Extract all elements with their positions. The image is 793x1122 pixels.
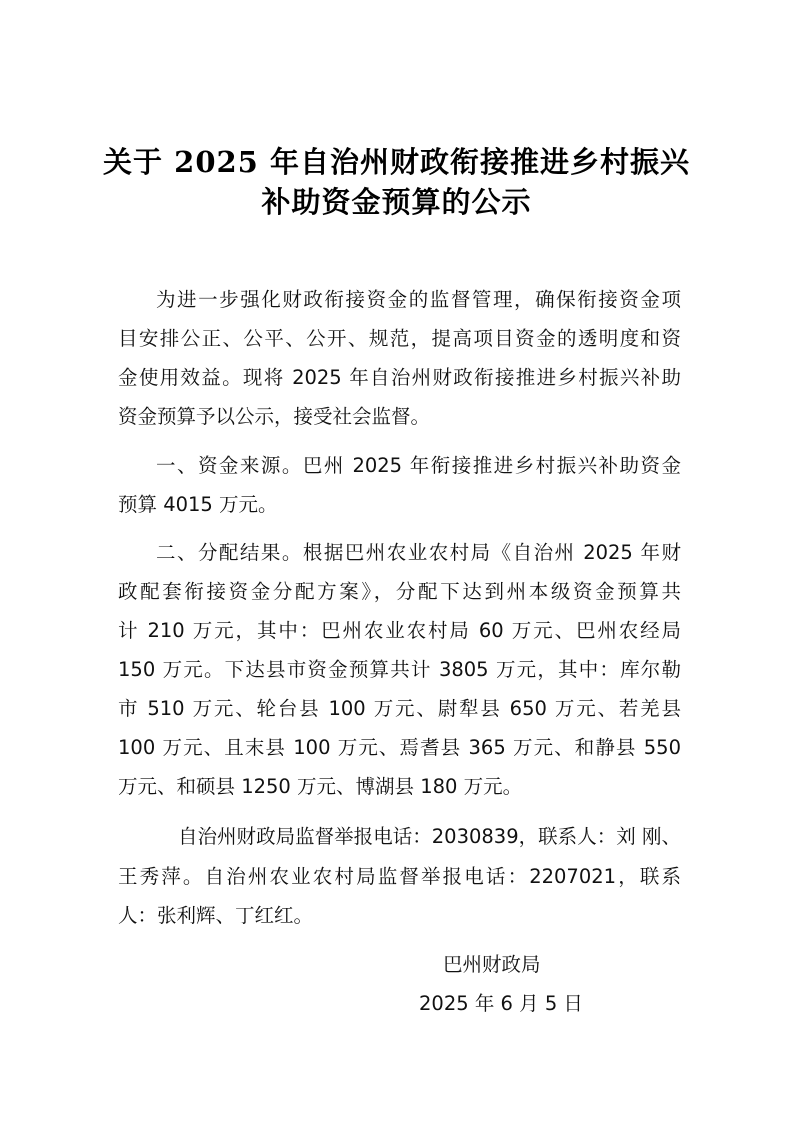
signature-org: 巴州财政局 xyxy=(443,953,541,976)
paragraph-line: 预算 4015 万元。 xyxy=(118,493,278,516)
paragraph-line: 自治州财政局监督举报电话：2030839，联系人：刘 刚、 xyxy=(178,825,681,848)
paragraph-line: 人：张利辉、丁红红。 xyxy=(118,904,314,927)
paragraph-line: 为进一步强化财政衔接资金的监督管理，确保衔接资金项 xyxy=(156,288,681,311)
paragraph-line: 100 万元、且末县 100 万元、焉耆县 365 万元、和静县 550 xyxy=(118,736,681,759)
paragraph-line: 一、资金来源。巴州 2025 年衔接推进乡村振兴补助资金 xyxy=(156,454,681,477)
signature-date: 2025 年 6 月 5 日 xyxy=(419,992,583,1015)
paragraph-line: 金使用效益。现将 2025 年自治州财政衔接推进乡村振兴补助 xyxy=(118,366,681,389)
paragraph-line: 计 210 万元，其中：巴州农业农村局 60 万元、巴州农经局 xyxy=(118,619,681,642)
paragraph-line: 目安排公正、公平、公开、规范，提高项目资金的透明度和资 xyxy=(118,327,681,350)
paragraph-line: 市 510 万元、轮台县 100 万元、尉犁县 650 万元、若羌县 xyxy=(118,697,681,720)
paragraph-line: 二、分配结果。根据巴州农业农村局《自治州 2025 年财 xyxy=(156,541,681,564)
paragraph-line: 150 万元。下达县市资金预算共计 3805 万元，其中：库尔勒 xyxy=(118,658,681,681)
paragraph-line: 万元、和硕县 1250 万元、博湖县 180 万元。 xyxy=(118,775,523,798)
paragraph-line: 资金预算予以公示，接受社会监督。 xyxy=(118,405,431,428)
document-title-line-1: 关于 2025 年自治州财政衔接推进乡村振兴 xyxy=(103,145,690,179)
paragraph-line: 王秀萍。自治州农业农村局监督举报电话：2207021，联系 xyxy=(118,865,681,888)
document-title-line-2: 补助资金预算的公示 xyxy=(261,185,532,219)
paragraph-line: 政配套衔接资金分配方案》，分配下达到州本级资金预算共 xyxy=(118,580,681,603)
